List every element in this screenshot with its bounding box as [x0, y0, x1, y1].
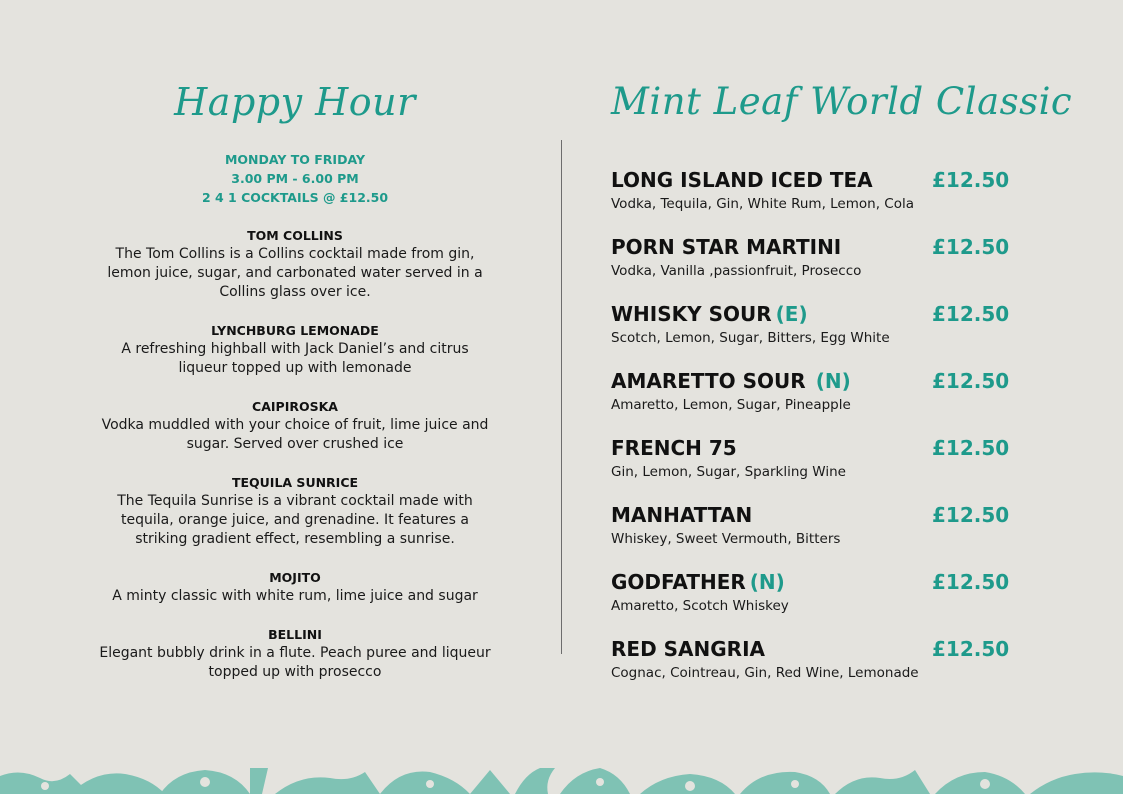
cocktail-description: The Tequila Sunrise is a vibrant cocktail made with tequila, orange juice, and grenadine. It features a striking gradient effect, resembling a sunrise.	[117, 493, 473, 547]
classic-item	[611, 299, 1011, 366]
cocktail-name: MOJITO	[269, 570, 321, 585]
classic-ingredients: Vodka, Vanilla ,passionfruit, Prosecco	[611, 263, 862, 279]
classic-name: LONG ISLAND ICED TEA	[611, 168, 873, 192]
classic-item	[611, 433, 1011, 500]
happy-hour-item	[95, 397, 495, 454]
happy-hour-item	[95, 321, 495, 378]
column-divider	[561, 140, 562, 654]
classic-ingredients: Whiskey, Sweet Vermouth, Bitters	[611, 531, 841, 547]
classic-ingredients: Vodka, Tequila, Gin, White Rum, Lemon, Cola	[611, 196, 914, 212]
classic-ingredients: Amaretto, Scotch Whiskey	[611, 598, 789, 614]
happy-hour-list	[95, 226, 495, 701]
classic-name: AMARETTO SOUR	[611, 369, 806, 393]
classic-price: £12.50	[932, 503, 1010, 527]
classic-ingredients: Cognac, Cointreau, Gin, Red Wine, Lemonade	[611, 665, 919, 681]
classic-ingredients: Scotch, Lemon, Sugar, Bitters, Egg White	[611, 330, 890, 346]
cocktail-name: TOM COLLINS	[247, 228, 343, 243]
classic-price: £12.50	[932, 436, 1010, 460]
cocktail-description: A minty classic with white rum, lime juice and sugar	[112, 588, 478, 604]
happy-hour-title: Happy Hour	[174, 80, 416, 124]
happy-hour-offer: 2 4 1 COCKTAILS @ £12.50	[201, 190, 389, 205]
cocktail-name: LYNCHBURG LEMONADE	[211, 323, 379, 338]
happy-hour-days: MONDAY TO FRIDAY	[224, 152, 365, 167]
cocktail-description: Elegant bubbly drink in a flute. Peach puree and liqueur topped up with prosecco	[99, 645, 491, 680]
classic-name: RED SANGRIA	[611, 637, 765, 661]
cocktail-name: CAIPIROSKA	[252, 399, 338, 414]
classic-ingredients: Amaretto, Lemon, Sugar, Pineapple	[611, 397, 851, 413]
classic-name: MANHATTAN	[611, 503, 753, 527]
classic-price: £12.50	[932, 570, 1010, 594]
classic-ingredients: Gin, Lemon, Sugar, Sparkling Wine	[611, 464, 846, 480]
classic-name: WHISKY SOUR	[611, 302, 772, 326]
classic-item	[611, 567, 1011, 634]
happy-hour-time: 3.00 PM - 6.00 PM	[231, 171, 359, 186]
classic-price: £12.50	[932, 168, 1010, 192]
allergen-tag: (N)	[815, 369, 851, 393]
classic-item	[611, 500, 1011, 567]
classic-item	[611, 366, 1011, 433]
classics-title: Mint Leaf World Classic	[611, 80, 1073, 123]
decorative-pattern-border	[0, 768, 1123, 794]
cocktail-description: A refreshing highball with Jack Daniel’s and citrus liqueur topped up with lemonade	[121, 341, 469, 376]
classic-price: £12.50	[932, 637, 1010, 661]
happy-hour-item	[95, 625, 495, 682]
classic-name: PORN STAR MARTINI	[611, 235, 842, 259]
happy-hour-item	[95, 226, 495, 302]
allergen-tag: (N)	[749, 570, 785, 594]
cocktail-name: BELLINI	[268, 627, 322, 642]
allergen-tag: (E)	[775, 302, 808, 326]
cocktail-description: The Tom Collins is a Collins cocktail made from gin, lemon juice, sugar, and carbonated water served in a Collins glass over ice.	[107, 246, 483, 300]
pattern-motifs	[0, 768, 1123, 794]
happy-hour-item	[95, 568, 495, 606]
happy-hour-info	[95, 150, 495, 207]
classic-price: £12.50	[932, 302, 1010, 326]
classic-item	[611, 634, 1011, 701]
classic-name: GODFATHER	[611, 570, 746, 594]
classic-name: FRENCH 75	[611, 436, 737, 460]
classic-item	[611, 165, 1011, 232]
classic-item	[611, 232, 1011, 299]
happy-hour-item	[95, 473, 495, 549]
classics-list	[611, 165, 1011, 701]
cocktail-description: Vodka muddled with your choice of fruit, lime juice and sugar. Served over crushed ice	[101, 417, 489, 452]
classic-price: £12.50	[932, 369, 1010, 393]
cocktail-name: TEQUILA SUNRICE	[231, 475, 359, 490]
classic-price: £12.50	[932, 235, 1010, 259]
